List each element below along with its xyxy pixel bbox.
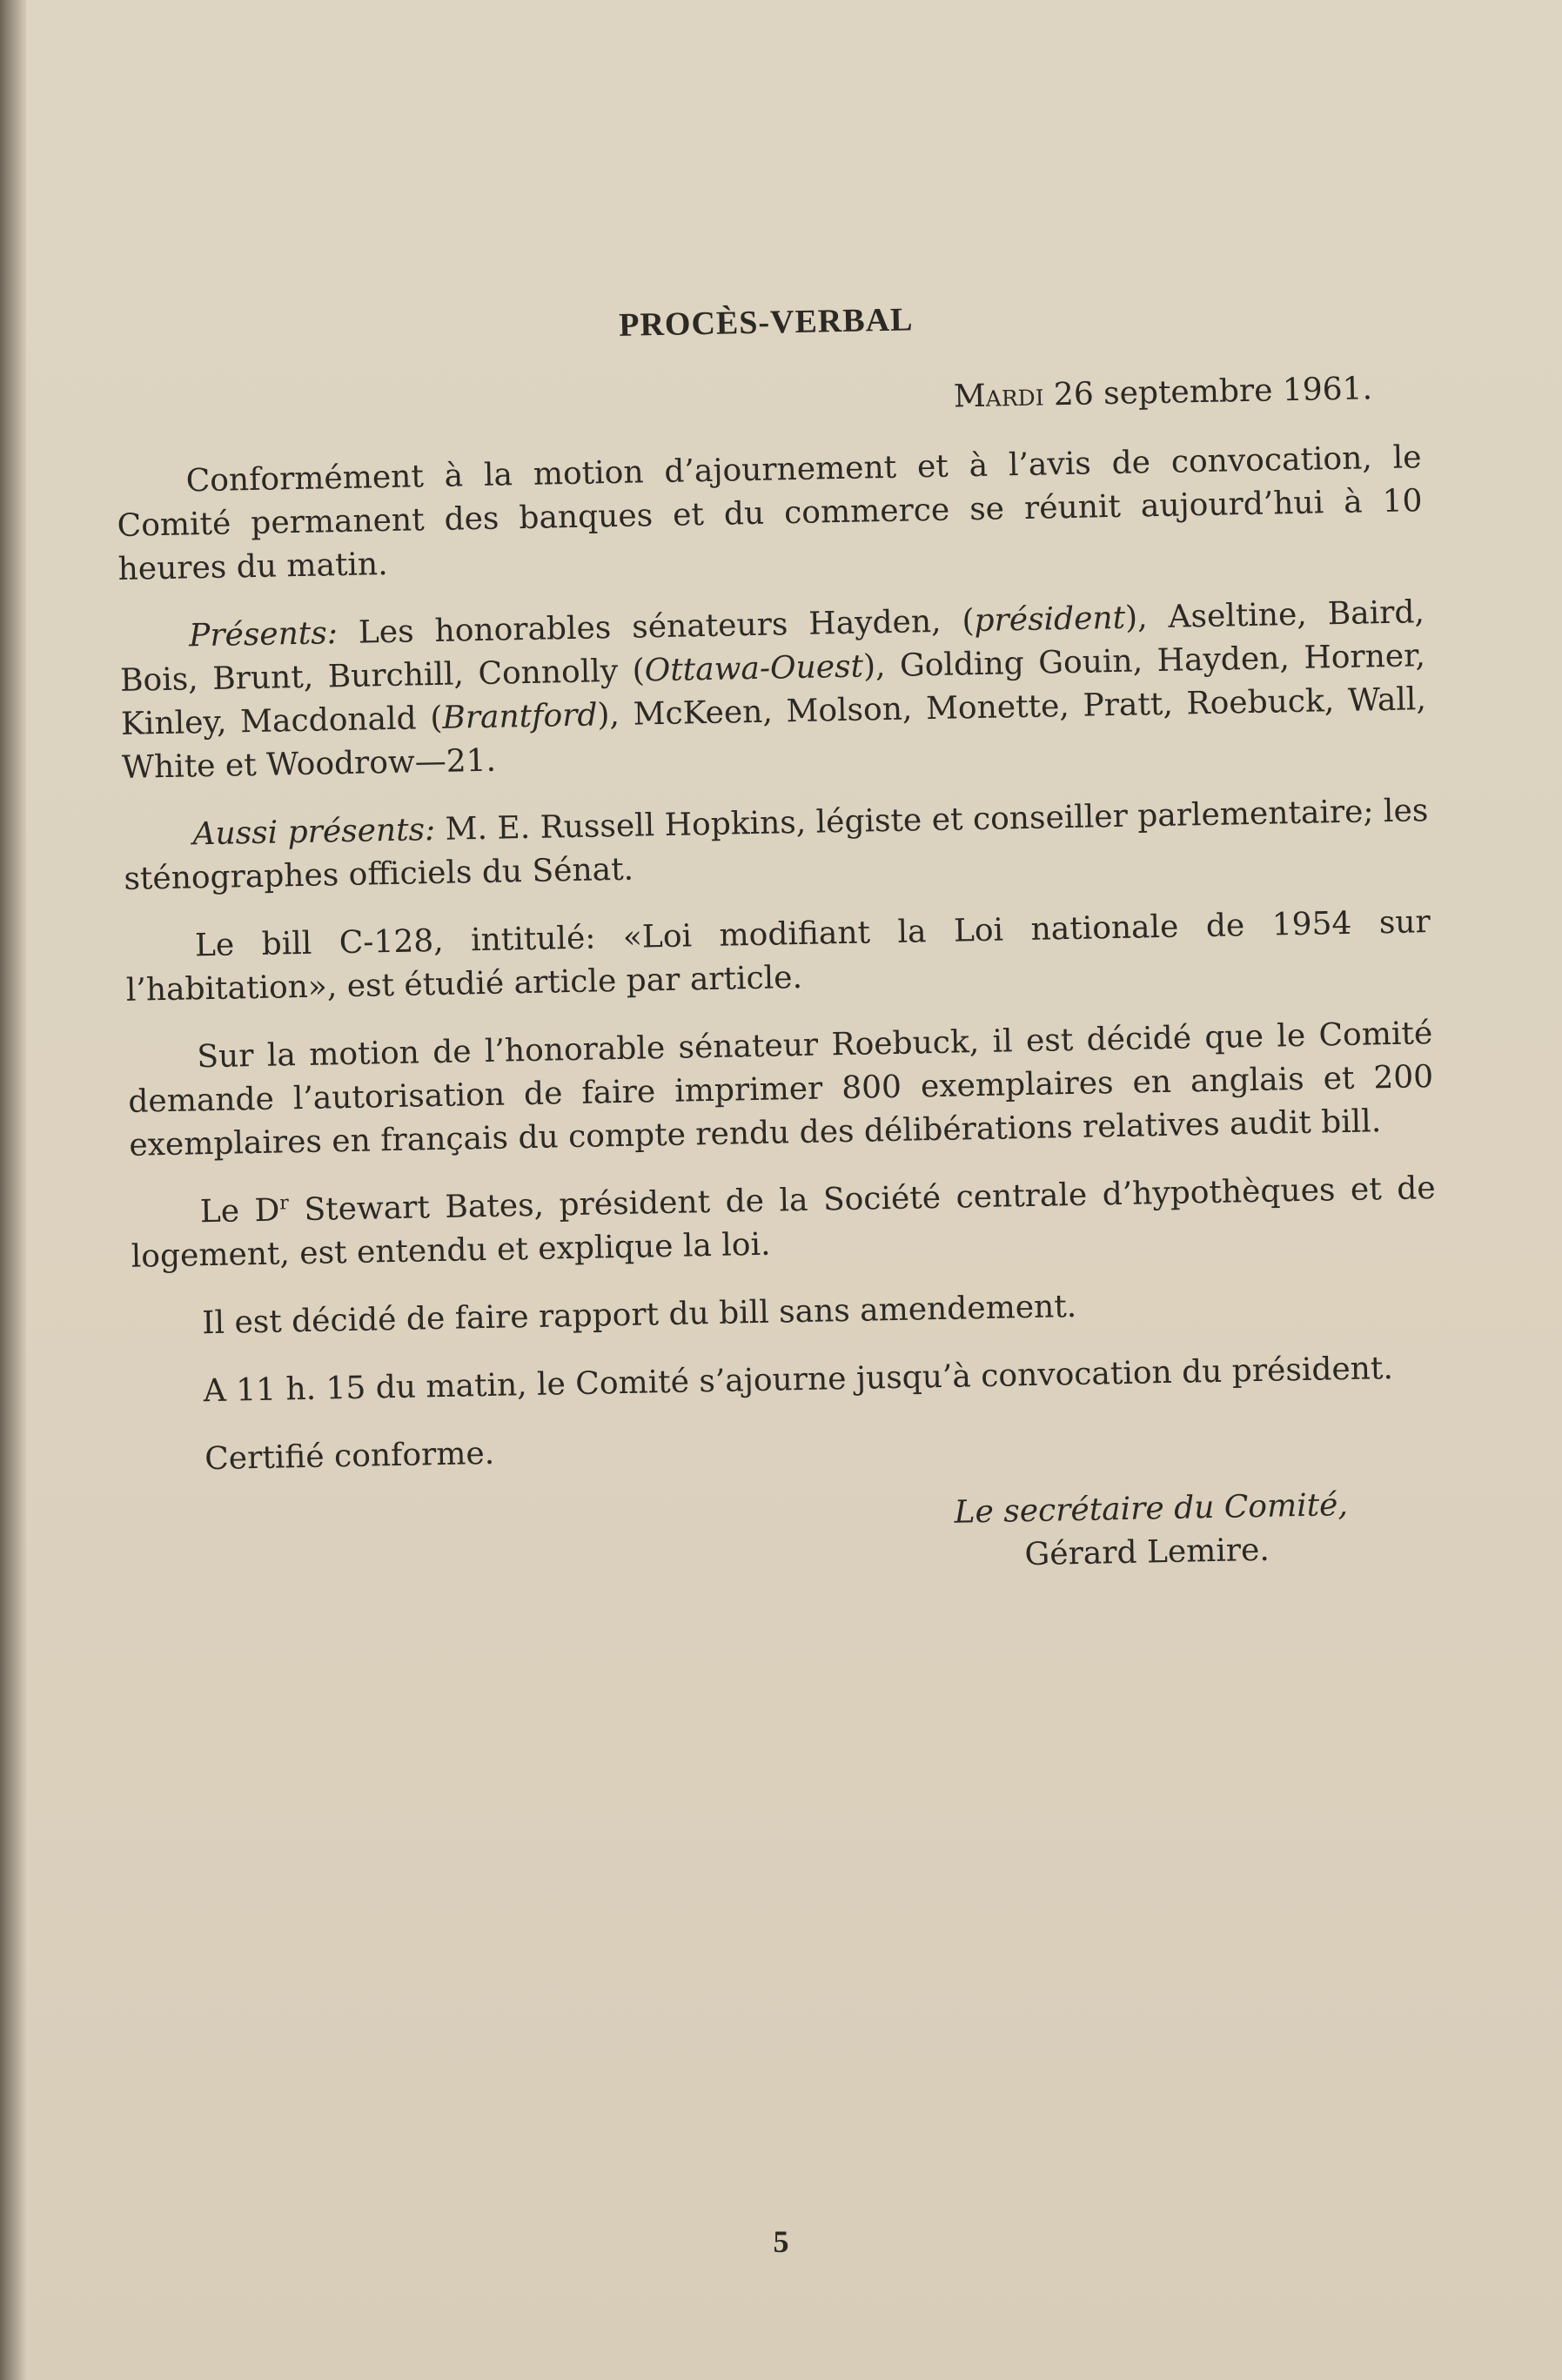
signature-role: Le secrétaire du Comité, xyxy=(954,1487,1349,1531)
paragraph-witness: Le $D^r$ Stewart Bates, président de la Société centrale d’hypothèques et de logement, est entendu et explique la loi. xyxy=(131,1170,1436,1275)
page-number: 5 xyxy=(773,2224,789,2259)
paragraph-adjourn: A 11 h. 15 du matin, le Comité s’ajourne jusqu’à convocation du président. xyxy=(203,1350,1394,1410)
page-title: PROCÈS-VERBAL xyxy=(618,301,914,344)
meeting-date-rest: 26 septembre 1961. xyxy=(1043,371,1373,413)
paragraph-bill: Le bill C-128, intitulé: «Loi modifiant la Loi nationale de 1954 sur l’habitation», est étudié article par article. xyxy=(125,904,1431,1009)
paragraph-certified: Certifié conforme. xyxy=(204,1435,495,1478)
paragraph-convocation: Conformément à la motion d’ajournement et à l’avis de convocation, le Comité permanent des banques et du commerce se réunit aujourd’hui à 10 heures du matin. xyxy=(117,439,1423,587)
aussi-presents-label: Aussi présents: xyxy=(192,812,436,853)
paragraph-presents: Présents: Les honorables sénateurs Hayden, (président), Aseltine, Baird, Bois, Brunt, Burchill, Connolly (Ottawa-Ouest), Golding Gouin, Hayden, Horner, Kinley, Macdonald (Brantford), McKeen, Molson, Monette, Pratt, Roebuck, Wall, White et Woodrow—21. xyxy=(119,594,1427,786)
paragraph-report: Il est décidé de faire rapport du bill sans amendement. xyxy=(201,1288,1077,1342)
paragraph-aussi-presents: Aussi présents: M. E. Russell Hopkins, légiste et conseiller parlementaire; les sténographes officiels du Sénat. xyxy=(124,793,1429,897)
paragraph-motion: Sur la motion de l’honorable sénateur Roebuck, il est décidé que le Comité demande l’autorisation de faire imprimer 800 exemplaires en anglais et 200 exemplaires en français du compte rendu des délibérations relatives audit bill. xyxy=(128,1016,1434,1163)
meeting-date xyxy=(115,367,1373,435)
meeting-day: Mardi xyxy=(953,377,1044,415)
book-spine-shadow xyxy=(0,0,26,2380)
minutes-body xyxy=(113,288,1443,1594)
signature-block xyxy=(954,1482,1443,1579)
signature-name: Gérard Lemire. xyxy=(1024,1532,1270,1573)
presents-label: Présents: xyxy=(188,615,339,654)
